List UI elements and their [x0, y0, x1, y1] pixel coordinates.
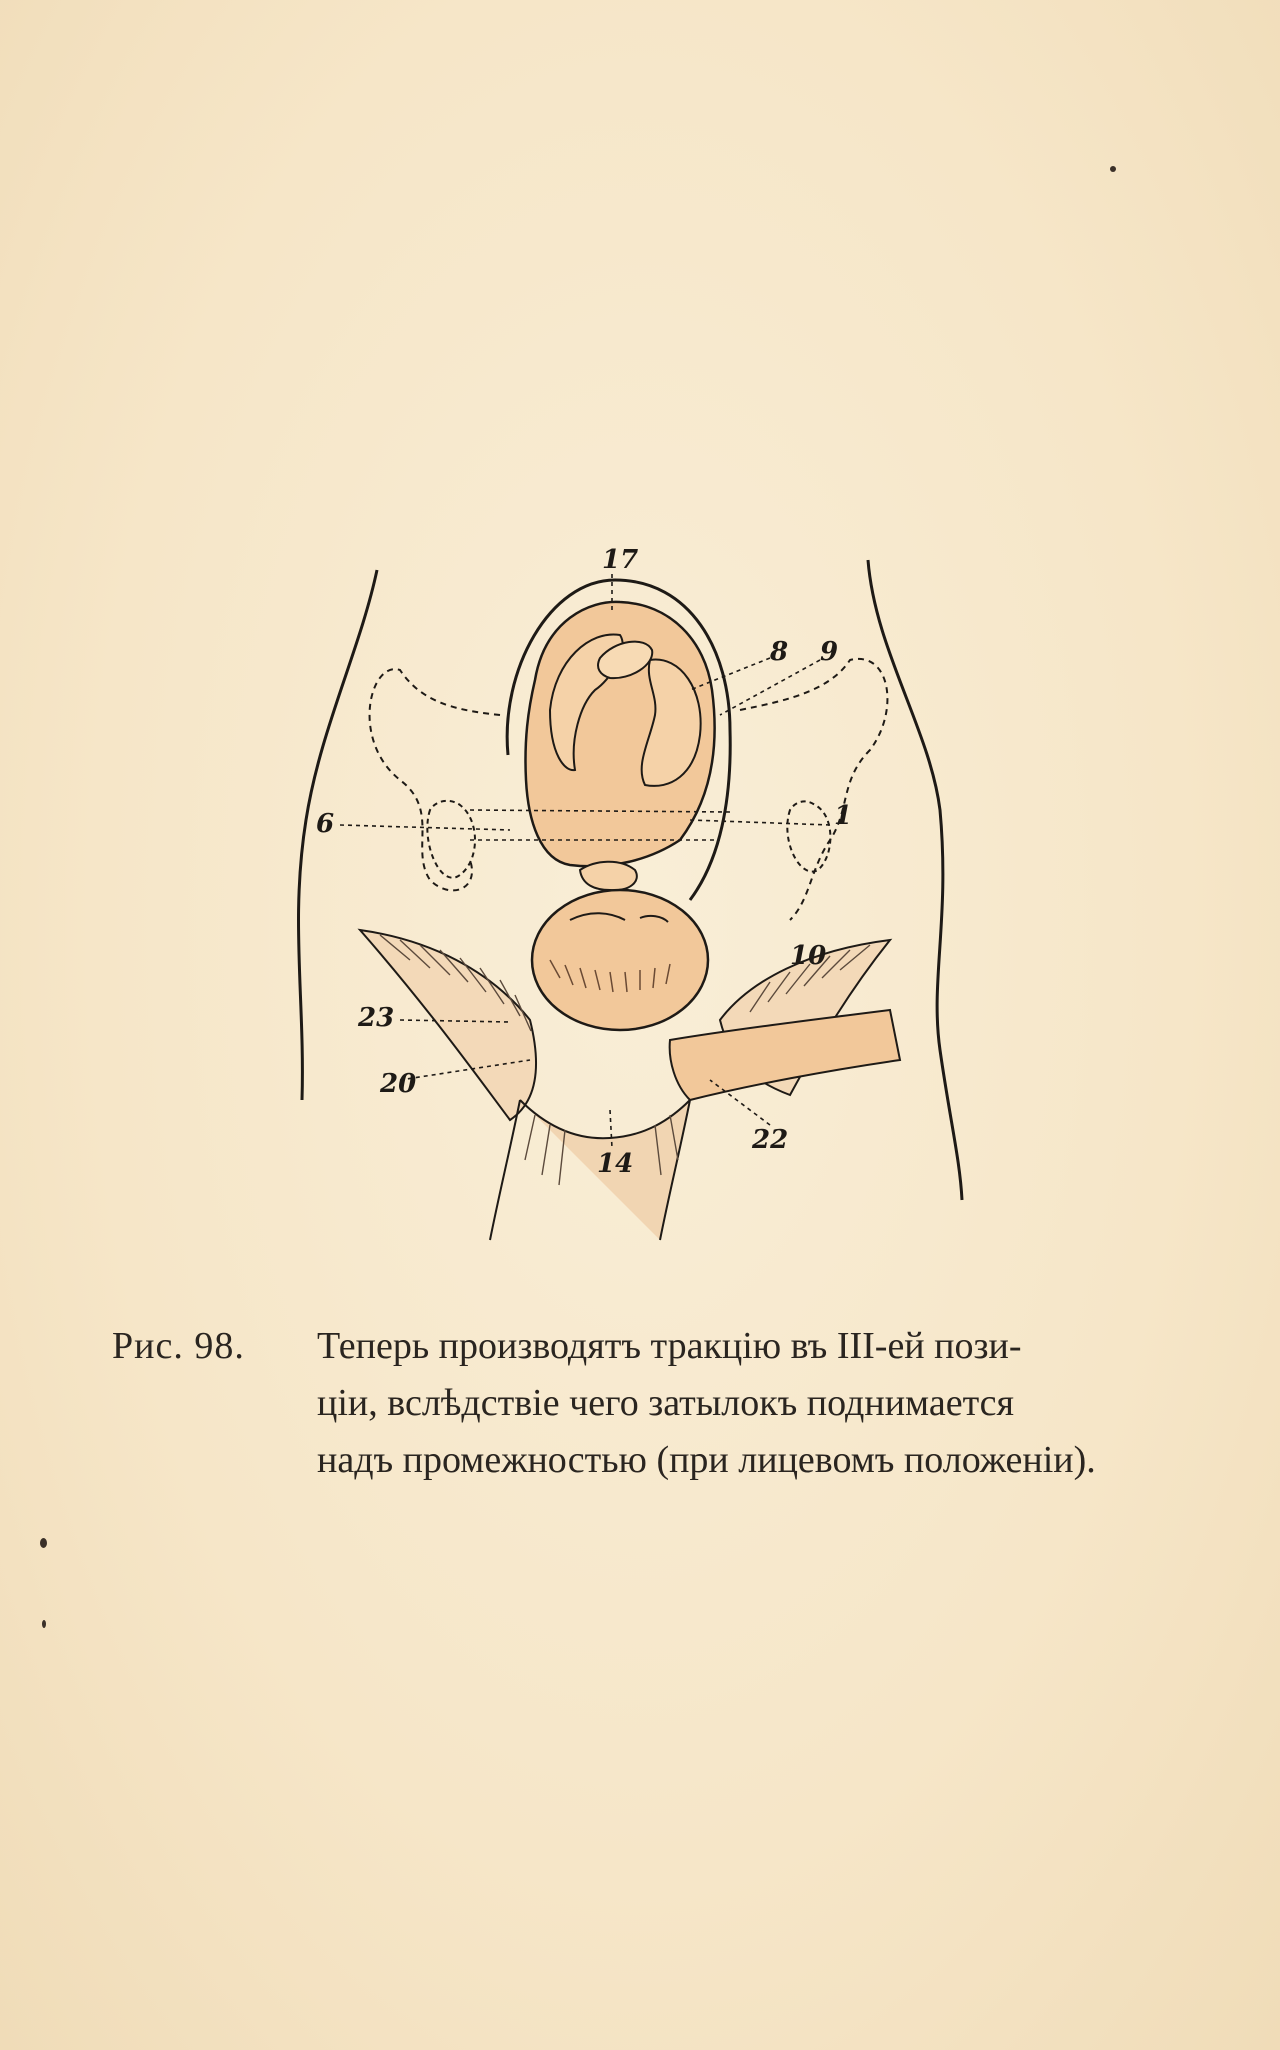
label-1: 1 [834, 801, 853, 831]
ink-speck [40, 1538, 47, 1548]
label-6: 6 [316, 809, 335, 839]
label-23: 23 [358, 1003, 395, 1033]
figure-number: Рис. 98. [112, 1325, 245, 1367]
label-9: 9 [820, 637, 839, 667]
label-10: 10 [790, 941, 827, 971]
caption-line-2: ціи, вслѣдствіе чего затылокъ поднимается [317, 1382, 1014, 1424]
pelvis-dashed-right [740, 659, 887, 920]
label-8: 8 [770, 637, 789, 667]
label-17: 17 [602, 545, 639, 575]
fetal-arm [580, 862, 637, 891]
fetal-head [532, 890, 708, 1030]
ovoid-left [427, 801, 475, 878]
caption-line-3: надъ промежностью (при лицевомъ положеніи). [317, 1439, 1096, 1481]
caption-text [317, 1318, 1247, 1489]
obstetric-illustration [250, 540, 990, 1300]
ink-speck [42, 1620, 46, 1628]
ink-speck [1110, 166, 1116, 172]
pelvis-dashed-left [370, 669, 500, 890]
caption-line-1: Теперь производятъ тракцію въ ІІІ-ей пози- [317, 1325, 1022, 1367]
label-22: 22 [752, 1125, 789, 1155]
torso-outline-right [868, 560, 962, 1200]
label-14: 14 [597, 1149, 634, 1179]
label-20: 20 [380, 1069, 417, 1099]
ovoid-right [787, 801, 830, 871]
